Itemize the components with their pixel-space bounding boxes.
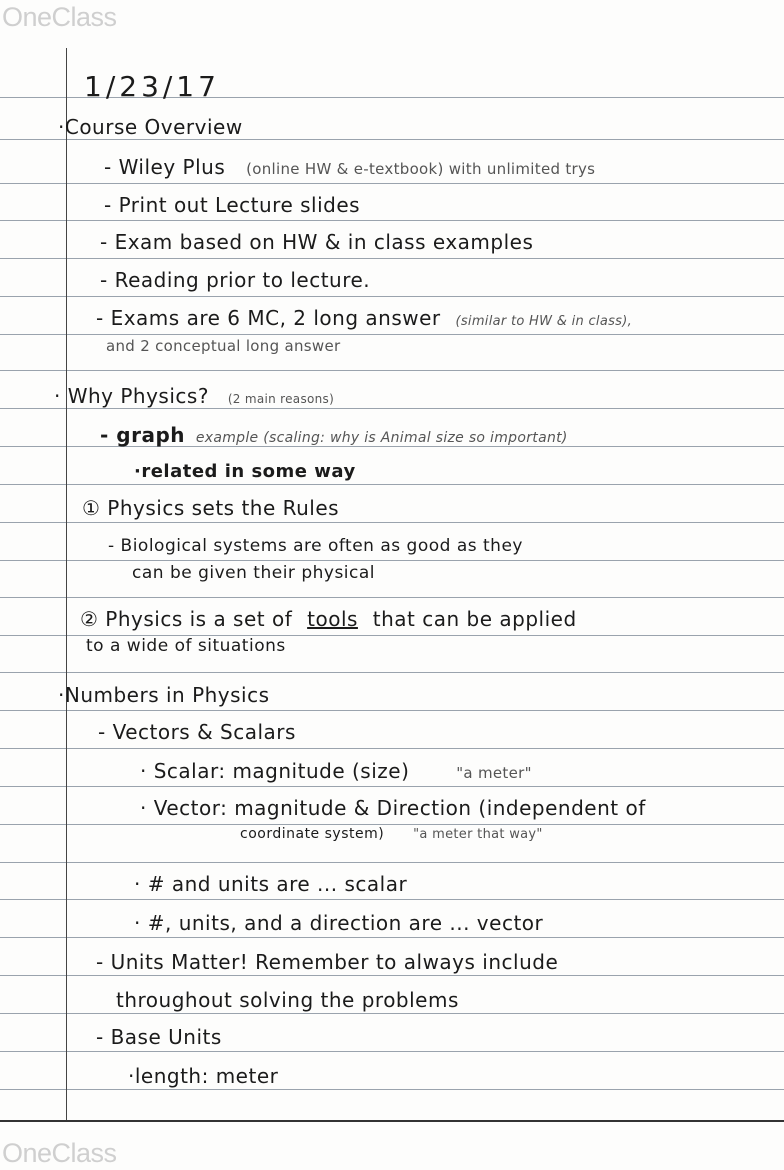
rule-line (0, 484, 784, 485)
heading-course-overview: ·Course Overview (58, 115, 243, 139)
note-line: - Vectors & Scalars (98, 720, 296, 744)
note-line: ·length: meter (128, 1064, 279, 1088)
heading-numbers-in-physics: ·Numbers in Physics (58, 683, 270, 707)
heading-base-units: - Base Units (96, 1025, 222, 1049)
rule-line (0, 975, 784, 976)
note-line: · Vector: magnitude & Direction (independent of (140, 796, 646, 820)
note-text: "a meter that way" (413, 827, 543, 842)
rule-line (0, 862, 784, 863)
note-line: ① Physics sets the Rules (82, 496, 340, 520)
rule-line (0, 1013, 784, 1014)
note-line: - Exam based on HW & in class examples (100, 230, 534, 254)
margin-line (66, 48, 67, 1120)
note-line: and 2 conceptual long answer (106, 337, 341, 355)
note-line (96, 306, 632, 330)
rule-line (0, 824, 784, 825)
note-text: - Exams are 6 MC, 2 long answer (96, 306, 441, 330)
note-line: - Print out Lecture slides (104, 193, 361, 217)
rule-line (0, 597, 784, 598)
note-text: tools (307, 607, 358, 631)
heading-why-physics (54, 384, 334, 408)
oneclass-watermark-top: OneClass (2, 2, 117, 32)
rule-line (0, 899, 784, 900)
note-line: - Units Matter! Remember to always include (96, 950, 559, 974)
note-date: 1/23/17 (84, 70, 220, 103)
rule-line (0, 334, 784, 335)
note-line (240, 826, 543, 842)
rule-line (0, 672, 784, 673)
rule-line (0, 522, 784, 523)
note-text: coordinate system) (240, 826, 385, 842)
note-line: · #, units, and a direction are ... vector (134, 911, 544, 935)
rule-line (0, 1051, 784, 1052)
rule-line (0, 139, 784, 140)
note-text: - Wiley Plus (104, 155, 226, 179)
note-text: · Scalar: magnitude (size) (140, 759, 410, 783)
note-text: · Why Physics? (54, 384, 209, 408)
note-text: example (scaling: why is Animal size so important) (195, 430, 568, 446)
rule-line (0, 296, 784, 297)
rule-line (0, 370, 784, 371)
rule-line (0, 1089, 784, 1090)
note-line (140, 759, 532, 783)
page-edge (0, 1120, 784, 1122)
rule-line (0, 786, 784, 787)
note-line: - Biological systems are often as good as they (108, 536, 523, 556)
oneclass-watermark-bottom: OneClass (2, 1138, 117, 1168)
rule-line (0, 408, 784, 409)
rule-line (0, 748, 784, 749)
note-line: - Reading prior to lecture. (100, 268, 371, 292)
rule-line (0, 258, 784, 259)
note-text: that can be applied (372, 607, 577, 631)
note-line: throughout solving the problems (116, 988, 459, 1012)
rule-line (0, 183, 784, 184)
note-text: - graph (100, 423, 185, 447)
note-line (100, 423, 568, 447)
note-line (80, 607, 577, 631)
note-text: ② Physics is a set of (80, 607, 293, 631)
note-line: can be given their physical (132, 563, 376, 583)
note-line (104, 155, 595, 179)
note-line: · # and units are ... scalar (134, 872, 408, 896)
note-text: (online HW & e-textbook) with unlimited trys (246, 160, 596, 178)
rule-line (0, 710, 784, 711)
note-line: to a wide of situations (86, 636, 286, 656)
note-text: (similar to HW & in class), (455, 314, 633, 329)
rule-line (0, 220, 784, 221)
rule-line (0, 937, 784, 938)
note-text: (2 main reasons) (227, 392, 335, 406)
rule-line (0, 560, 784, 561)
note-text: "a meter" (456, 764, 532, 782)
note-line: ·related in some way (134, 461, 356, 482)
